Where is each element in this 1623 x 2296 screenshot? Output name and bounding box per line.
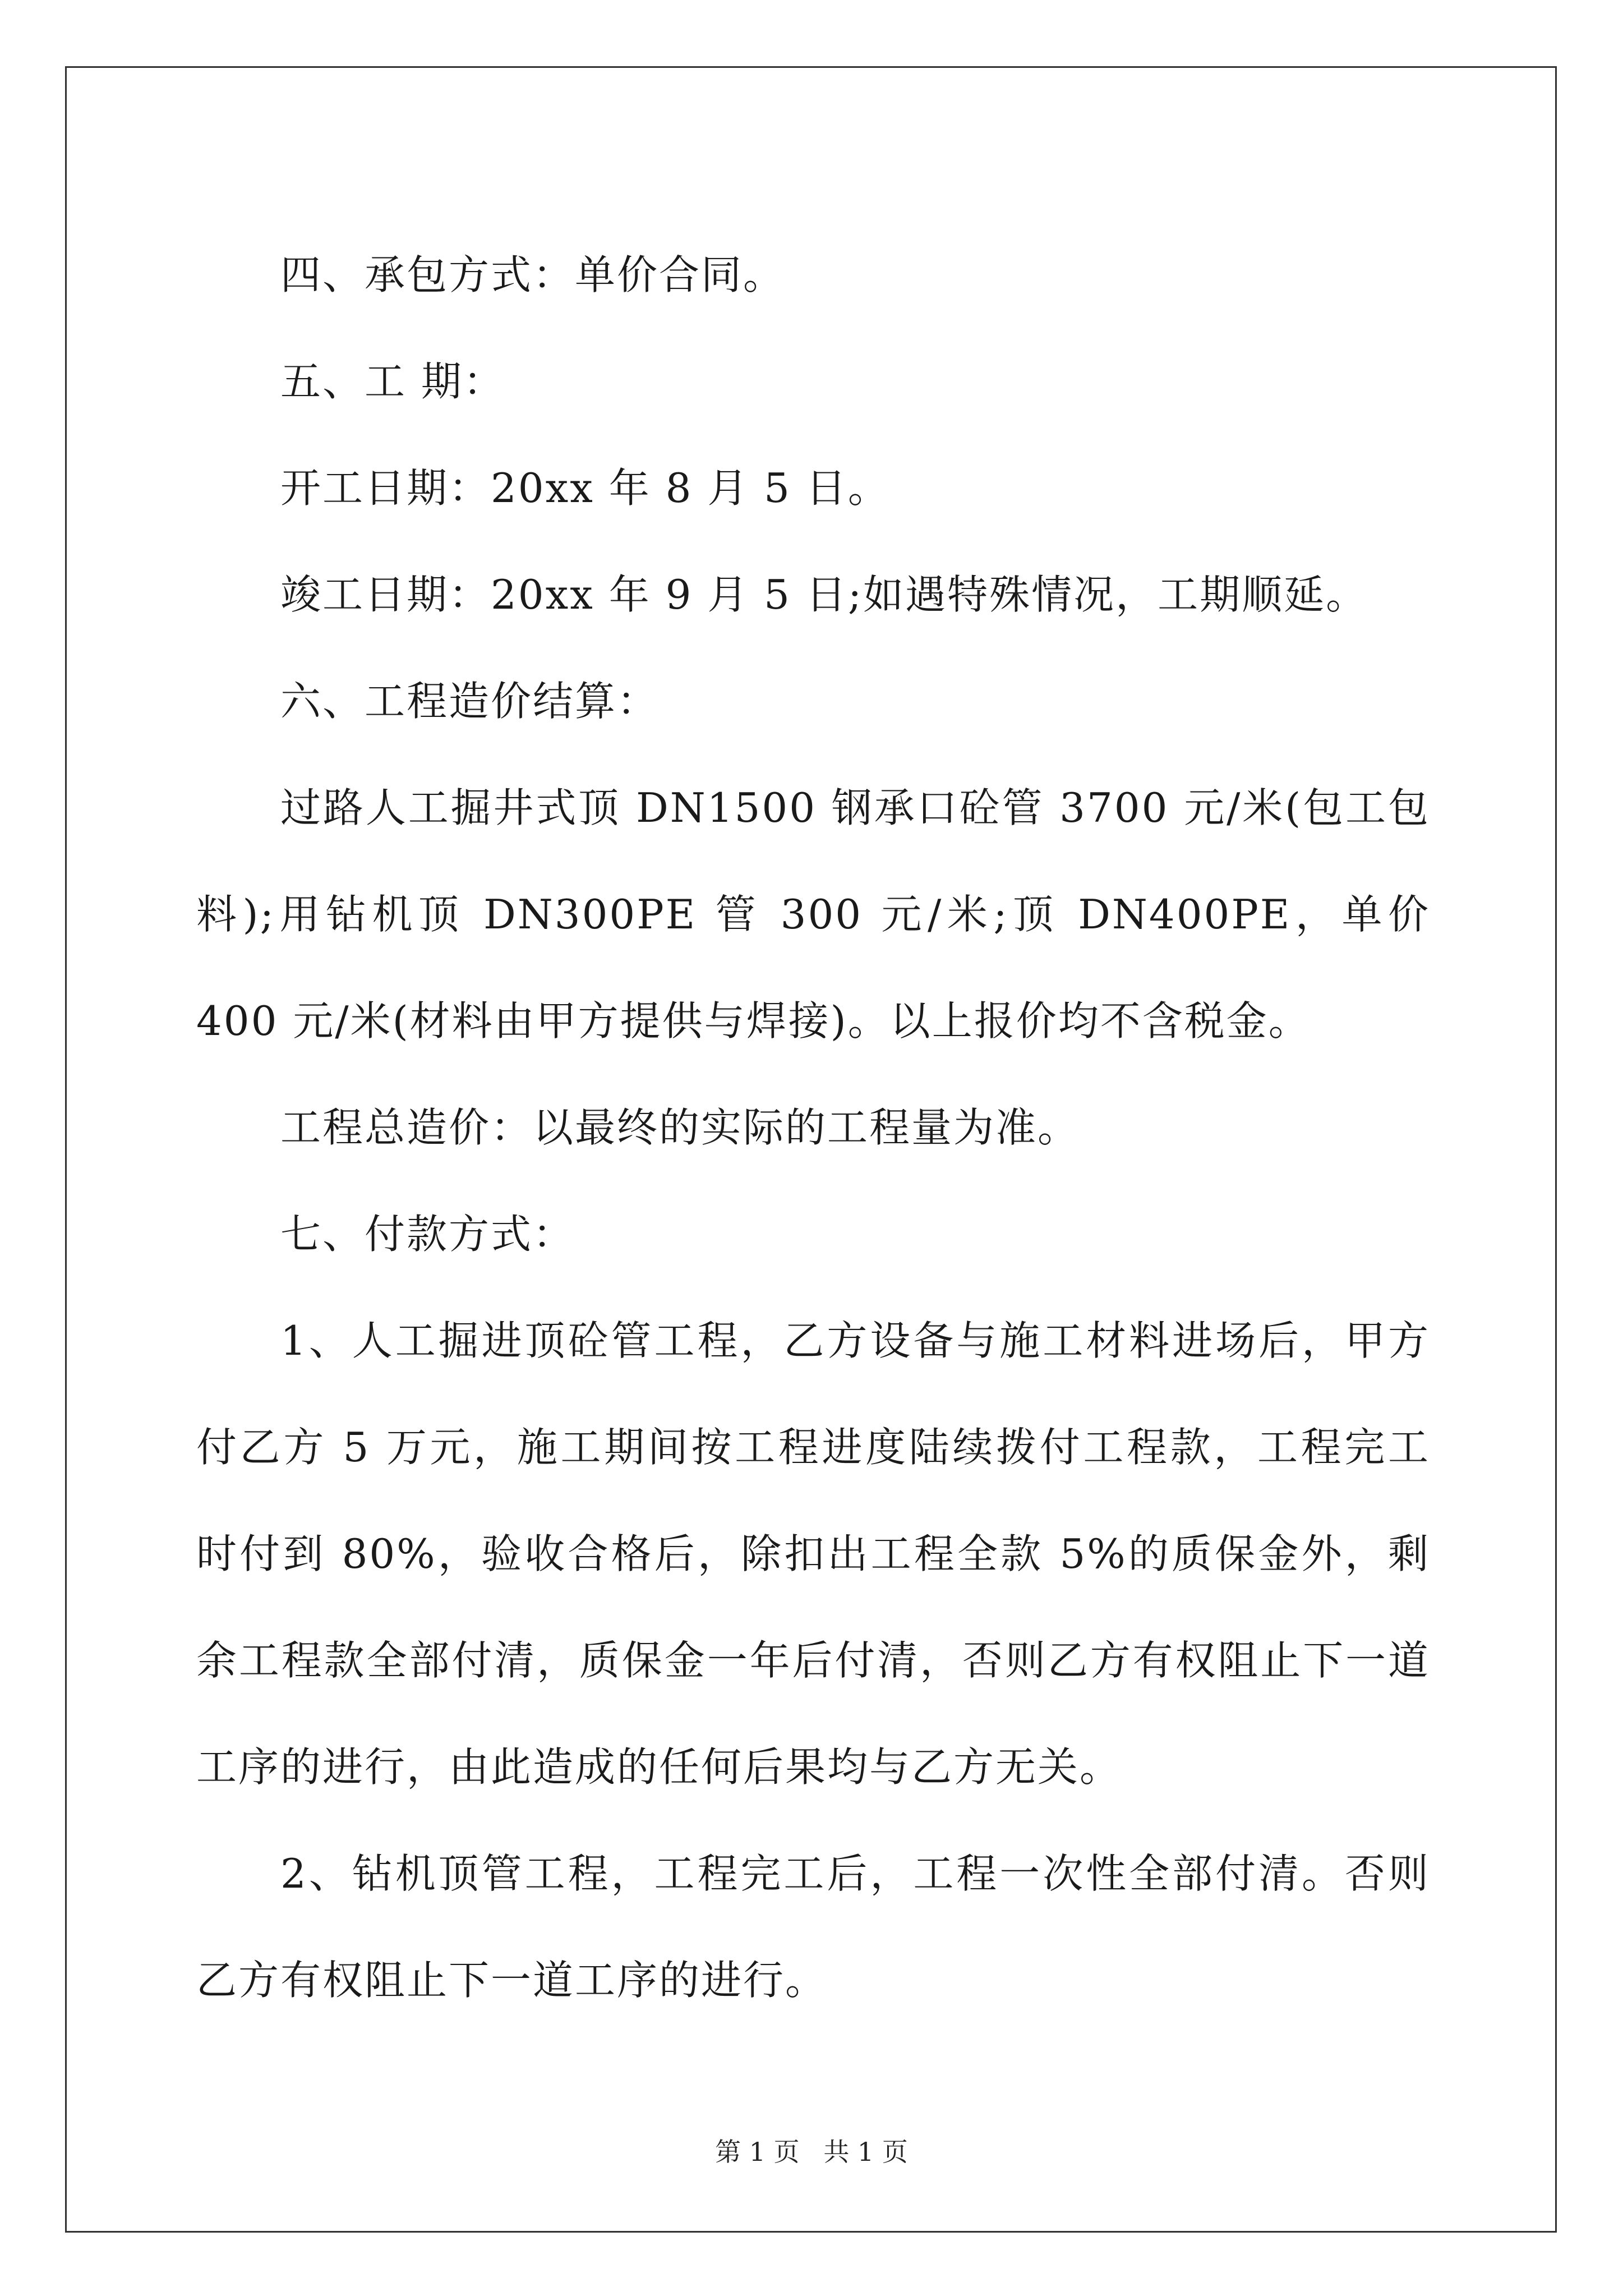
section-seven-payment-heading: 七、付款方式： (280, 1211, 575, 1258)
section-six-settlement-heading: 六、工程造价结算： (280, 678, 660, 725)
page-number-current: 第 1 页 (715, 2137, 800, 2167)
page-footer (0, 2132, 1623, 2169)
total-cost-line: 工程总造价：以最终的实际的工程量为准。 (280, 1104, 1080, 1151)
section-four-contract-type: 四、承包方式：单价合同。 (280, 251, 786, 298)
pricing-paragraph: 过路人工掘井式顶 DN1500 钢承口砼管 3700 元/米(包工包料);用钻机顶 DN300PE 管 300 元/米;顶 DN400PE，单价 400 元/米(材料由甲方提供与焊接)。以上报价均不含税金。 (196, 784, 1430, 1045)
payment-clause-2: 2、钻机顶管工程，工程完工后，工程一次性全部付清。否则乙方有权阻止下一道工序的进行。 (196, 1850, 1430, 2004)
payment-clause-1: 1、人工掘进顶砼管工程，乙方设备与施工材料进场后，甲方付乙方 5 万元，施工期间按工程进度陆续拨付工程款，工程完工时付到 80%，验收合格后，除扣出工程全款 5%的质保金外，剩余工程款全部付清，质保金一年后付清，否则乙方有权阻止下一道工序的进行，由此造成的任何后果均与乙方无关。 (196, 1317, 1430, 1791)
completion-date-line: 竣工日期：20xx 年 9 月 5 日;如遇特殊情况，工期顺延。 (280, 571, 1368, 618)
document-body (196, 222, 1430, 2033)
section-five-duration-heading: 五、工 期： (280, 358, 505, 405)
start-date-line: 开工日期：20xx 年 8 月 5 日。 (280, 464, 890, 512)
page-number-total: 共 1 页 (823, 2137, 908, 2167)
